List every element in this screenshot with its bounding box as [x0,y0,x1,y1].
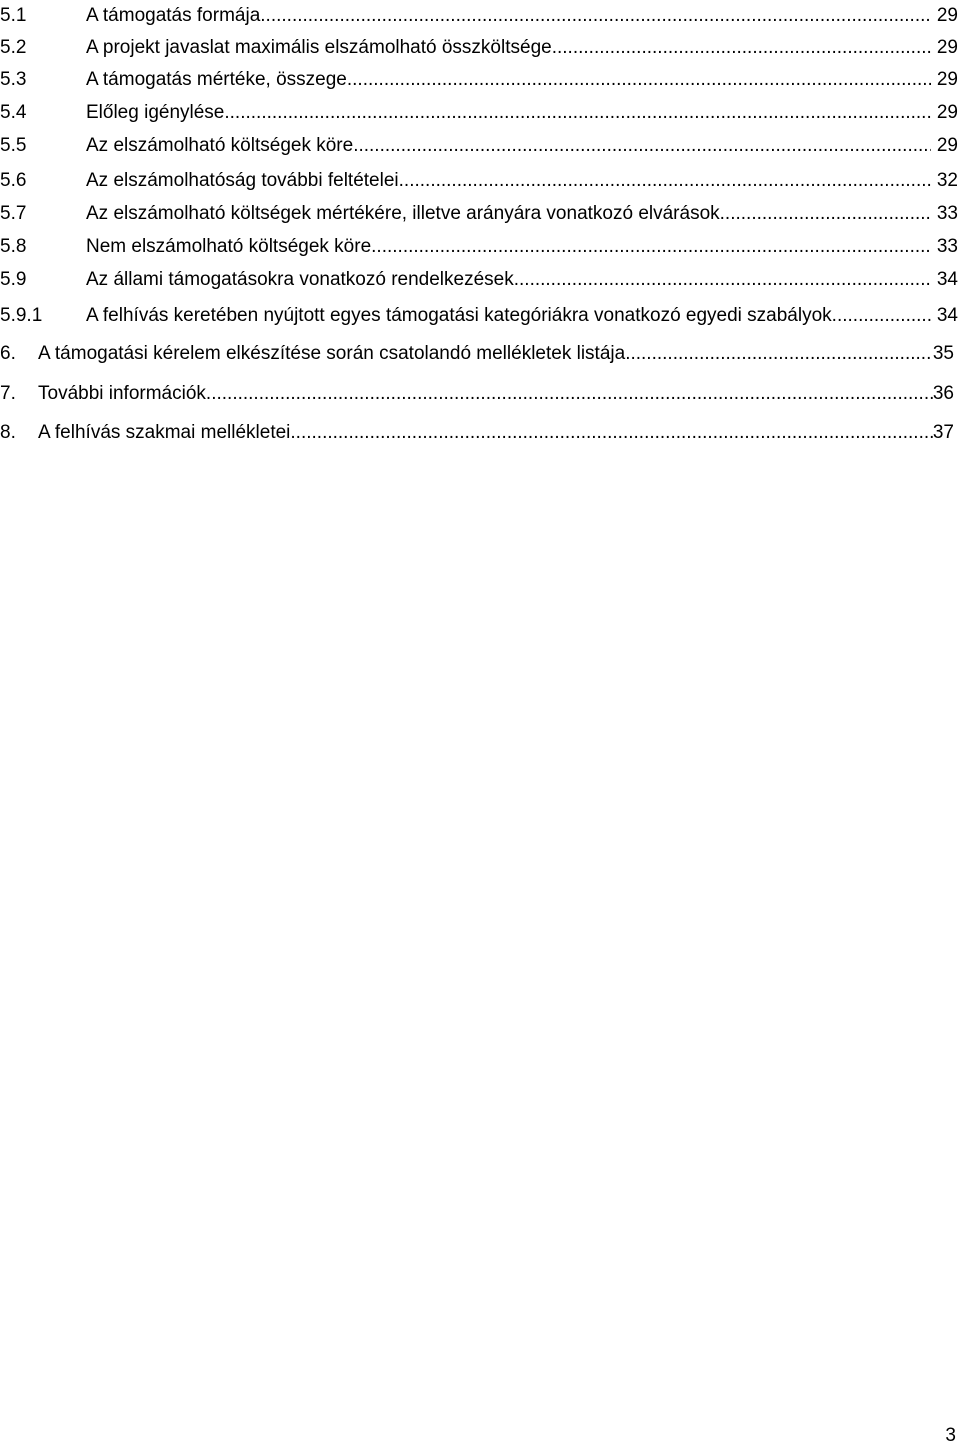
toc-entry-5-5[interactable] [0,132,958,160]
toc-dot-leader [224,99,930,127]
toc-dot-leader [347,66,931,94]
toc-entry-page: 29 [936,102,958,123]
toc-dot-leader [552,34,931,62]
toc-entry-5-8[interactable] [0,233,958,261]
toc-entry-page: 34 [936,305,958,326]
toc-entry-title: További információk [38,383,206,404]
toc-entry-7[interactable] [0,380,954,408]
toc-entry-number: 5.1 [0,5,27,26]
toc-entry-title: Az elszámolhatóság további feltételei [86,170,399,191]
toc-entry-title: Az elszámolható költségek köre [86,135,354,156]
toc-entry-title: A támogatás mértéke, összege [86,69,347,90]
toc-entry-page: 29 [936,135,958,156]
toc-entry-title: Előleg igénylése [86,102,225,123]
toc-entry-page: 37 [932,422,954,443]
toc-entry-page: 33 [936,203,958,224]
toc-entry-5-3[interactable] [0,66,958,94]
page-number: 3 [945,1425,956,1446]
toc-entry-5-2[interactable] [0,34,958,62]
toc-entry-page: 35 [932,343,954,364]
toc-entry-5-7[interactable] [0,200,958,228]
toc-entry-number: 8. [0,422,16,443]
toc-entry-page: 29 [936,5,958,26]
toc-entry-number: 7. [0,383,16,404]
toc-entry-page: 32 [936,170,958,191]
toc-dot-leader [514,266,931,294]
toc-entry-title: A támogatás formája [86,5,261,26]
toc-entry-title: A felhívás keretében nyújtott egyes támogatási kategóriákra vonatkozó egyedi szabályok [86,305,832,326]
toc-entry-number: 6. [0,343,16,364]
toc-entry-title: A projekt javaslat maximális elszámolható összköltsége [86,37,552,58]
toc-entry-number: 5.5 [0,135,27,156]
toc-entry-5-4[interactable] [0,99,958,127]
toc-entry-number: 5.4 [0,102,27,123]
toc-entry-title: A felhívás szakmai mellékletei [38,422,291,443]
toc-entry-page: 36 [932,383,954,404]
toc-entry-number: 5.2 [0,37,27,58]
toc-entry-number: 5.7 [0,203,27,224]
toc-dot-leader [832,302,931,330]
toc-dot-leader [290,419,932,447]
toc-entry-page: 29 [936,37,958,58]
toc-dot-leader [625,340,933,368]
toc-entry-page: 33 [936,236,958,257]
toc-dot-leader [353,132,931,160]
toc-entry-5-9-1[interactable] [0,302,958,330]
toc-entry-title: Nem elszámolható költségek köre [86,236,372,257]
toc-entry-title: Az állami támogatásokra vonatkozó rendelkezések [86,269,514,290]
toc-dot-leader [399,167,931,195]
toc-entry-5-9[interactable] [0,266,958,294]
toc-entry-8[interactable] [0,419,954,447]
toc-entry-number: 5.9.1 [0,305,43,326]
toc-entry-5-1[interactable] [0,2,958,30]
toc-entry-title: Az elszámolható költségek mértékére, illetve arányára vonatkozó elvárások [86,203,720,224]
toc-entry-page: 29 [936,69,958,90]
toc-dot-leader [720,200,931,228]
toc-entry-number: 5.9 [0,269,27,290]
toc-dot-leader [260,2,931,30]
toc-entry-number: 5.6 [0,170,27,191]
toc-entry-page: 34 [936,269,958,290]
toc-dot-leader [206,380,933,408]
toc-entry-title: A támogatási kérelem elkészítése során csatolandó mellékletek listája [38,343,626,364]
toc-entry-5-6[interactable] [0,167,958,195]
toc-dot-leader [371,233,931,261]
toc-entry-number: 5.8 [0,236,27,257]
toc-entry-number: 5.3 [0,69,27,90]
toc-entry-6[interactable] [0,340,954,368]
